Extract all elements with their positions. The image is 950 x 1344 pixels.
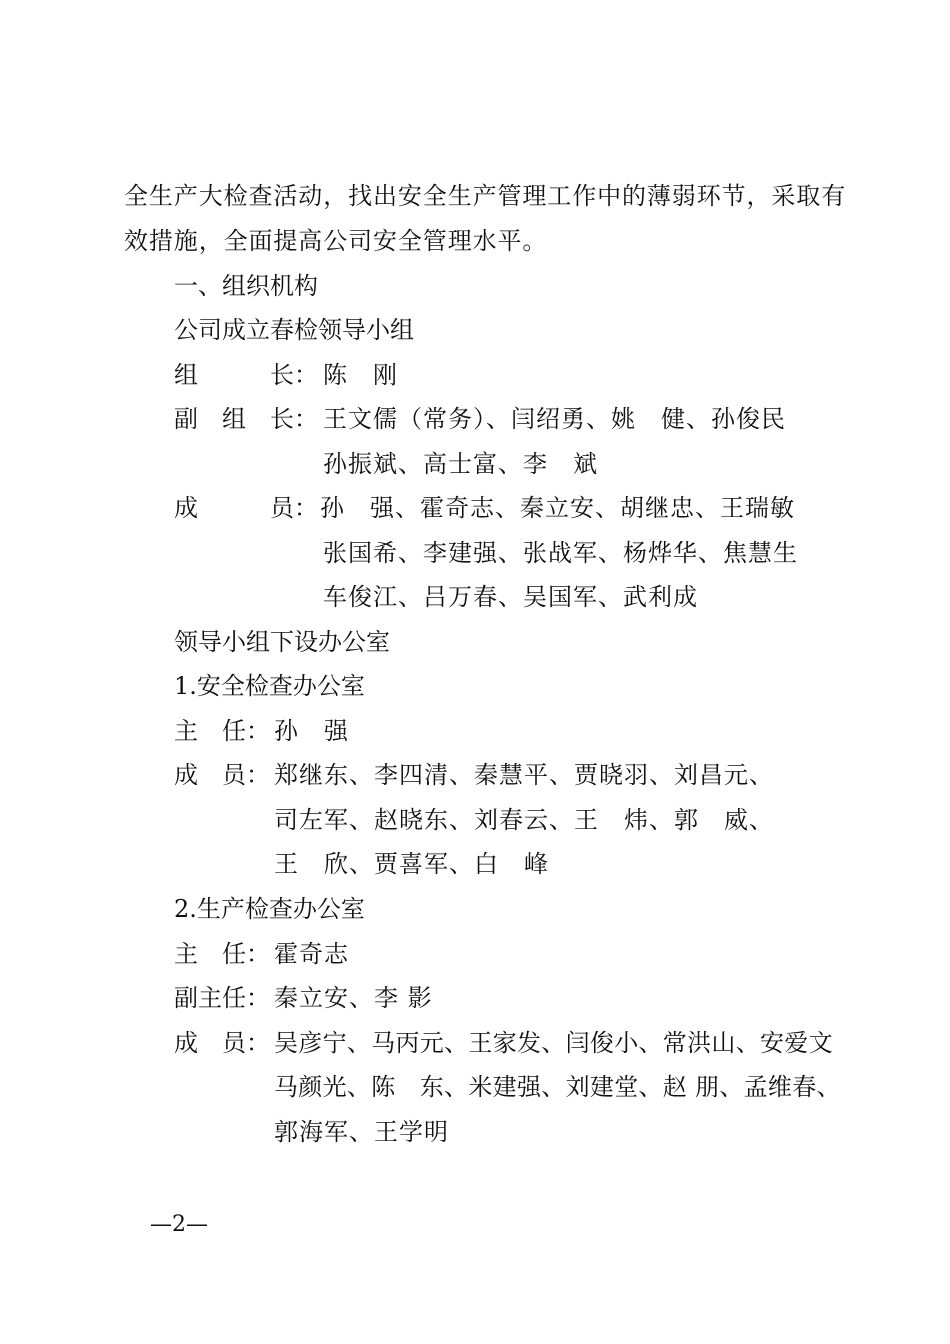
office2-members-line-3: 郭海军、王学明: [274, 1118, 449, 1146]
deputy-leader-label: 副 组 长：: [174, 405, 318, 433]
office1-members-label: 成 员：: [174, 761, 270, 789]
office1-director-label: 主 任：: [174, 717, 270, 745]
leader-value: 陈 刚: [323, 361, 398, 389]
subheading: 公司成立春检领导小组: [174, 316, 414, 344]
office2-deputy-value: 秦立安、李 影: [274, 984, 433, 1012]
office-intro: 领导小组下设办公室: [174, 628, 390, 656]
members-line-3: 车俊江、吕万春、吴国军、武利成: [323, 583, 698, 611]
deputy-leader-line-1: 王文儒（常务）、闫绍勇、姚 健、孙俊民: [323, 405, 786, 433]
members-label: 成 员：: [174, 494, 318, 522]
office2-members-line-1: 吴彦宁、马丙元、王家发、闫俊小、常洪山、安爱文: [274, 1029, 833, 1057]
office1-members-line-3: 王 欣、贾喜军、白 峰: [274, 850, 549, 878]
office2-deputy-label: 副主任：: [174, 984, 270, 1012]
members-line-2: 张国希、李建强、张战军、杨烨华、焦慧生: [323, 539, 798, 567]
office2-director-value: 霍奇志: [274, 940, 349, 968]
office1-title: 1.安全检查办公室: [174, 672, 365, 700]
deputy-leader-line-2: 孙振斌、高士富、李 斌: [323, 450, 598, 478]
intro-line-1: 全生产大检查活动，找出安全生产管理工作中的薄弱环节，采取有: [124, 182, 847, 210]
office1-members-line-2: 司左军、赵晓东、刘春云、王 炜、郭 威、: [274, 806, 774, 834]
members-line-1: 孙 强、霍奇志、秦立安、胡继忠、王瑞敏: [320, 494, 795, 522]
office2-members-label: 成 员：: [174, 1029, 270, 1057]
office2-members-line-2: 马颜光、陈 东、米建强、刘建堂、赵 朋、孟维春、: [274, 1073, 841, 1101]
office1-members-line-1: 郑继东、李四清、秦慧平、贾晓羽、刘昌元、: [274, 761, 774, 789]
page-number: —2—: [150, 1212, 208, 1237]
leader-label: 组 长：: [174, 361, 318, 389]
section-heading: 一、组织机构: [174, 272, 318, 300]
intro-line-2: 效措施，全面提高公司安全管理水平。: [124, 227, 548, 255]
office2-director-label: 主 任：: [174, 940, 270, 968]
office2-title: 2.生产检查办公室: [174, 895, 365, 923]
office1-director-value: 孙 强: [274, 717, 349, 745]
